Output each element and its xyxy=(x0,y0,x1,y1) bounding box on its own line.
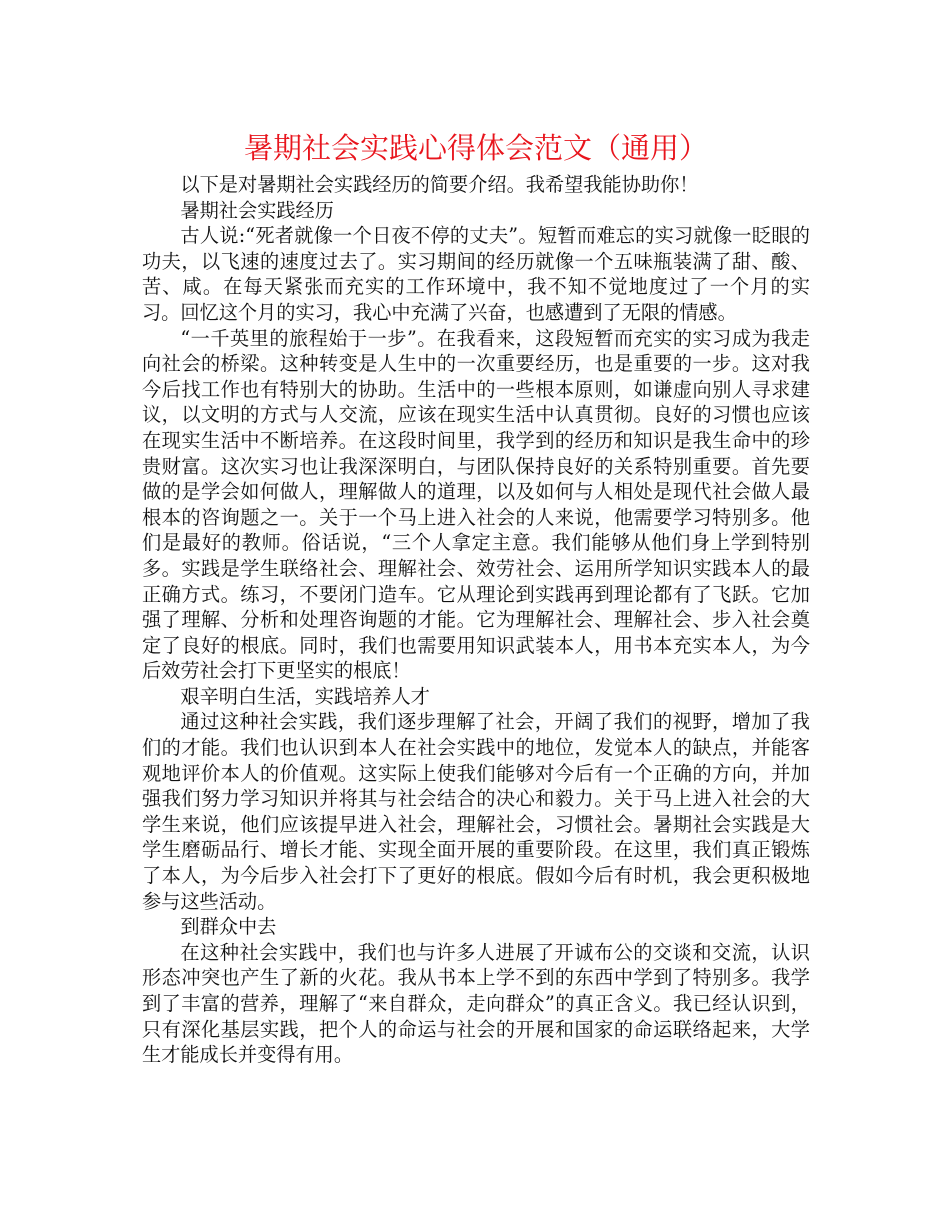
intro-paragraph: 以下是对暑期社会实践经历的简要介绍。我希望我能协助你！ xyxy=(180,173,699,196)
body-paragraph: “一千英里的旅程始于一步”。在我看来，这段短暂而充实的实习成为我走向社会的桥梁。这种转变是人生中的一次重要经历，也是重要的一步。这对我今后找工作也有特别大的协助。生活中的一些根本原则，如谦虚向别人寻求建议，以文明的方式与人交流，应该在现实生活中认真贯彻。良好的习惯也应该在现实生活中不断培养。在这段时间里，我学到的经历和知识是我生命中的珍贵财富。这次实习也让我深深明白，与团队保持良好的关系特别重要。首先要做的是学会如何做人，理解做人的道理，以及如何与人相处是现代社会做人最根本的咨询题之一。关于一个马上进入社会的人来说，他需要学习特别多。他们是最好的教师。俗话说，“三个人拿定主意。我们能够从他们身上学到特别多。实践是学生联络社会、理解社会、效劳社会、运用所学知识实践本人的最正确方式。练习，不要闭门造车。它从理论到实践再到理论都有了飞跃。它加强了理解、分析和处理咨询题的才能。它为理解社会、理解社会、步入社会奠定了良好的根底。同时，我们也需要用知识武装本人，用书本充实本人，为今后效劳社会打下更坚实的根底！ xyxy=(142,326,810,683)
body-paragraph: 通过这种社会实践，我们逐步理解了社会，开阔了我们的视野，增加了我们的才能。我们也认识到本人在社会实践中的地位，发觉本人的缺点，并能客观地评价本人的价值观。这实际上使我们能够对今后有一个正确的方向，并加强我们努力学习知识并将其与社会结合的决心和毅力。关于马上进入社会的大学生来说，他们应该提早进入社会，理解社会，习惯社会。暑期社会实践是大学生磨砺品行、增长才能、实现全面开展的重要阶段。在这里，我们真正锻炼了本人，为今后步入社会打下了更好的根底。假如今后有时机，我会更积极地参与这些活动。 xyxy=(142,710,810,913)
document-title: 暑期社会实践心得体会范文（通用） xyxy=(243,131,708,165)
section-heading-hardship: 艰辛明白生活，实践培养人才 xyxy=(180,684,430,708)
section-heading-experience: 暑期社会实践经历 xyxy=(180,198,334,222)
document-body xyxy=(142,128,810,1068)
body-paragraph: 古人说:“死者就像一个日夜不停的丈夫”。短暂而难忘的实习就像一眨眼的功夫，以飞速的速度过去了。实习期间的经历就像一个五味瓶装满了甜、酸、苦、咸。在每天紧张而充实的工作环境中，我不知不觉地度过了一个月的实习。回忆这个月的实习，我心中充满了兴奋，也感遭到了无限的情感。 xyxy=(142,224,810,324)
section-heading-masses: 到群众中去 xyxy=(180,915,277,939)
body-paragraph: 在这种社会实践中，我们也与许多人进展了开诚布公的交谈和交流，认识形态冲突也产生了新的火花。我从书本上学不到的东西中学到了特别多。我学到了丰富的营养，理解了“来自群众，走向群众”的真正含义。我已经认识到，只有深化基层实践，把个人的命运与社会的开展和国家的命运联络起来，大学生才能成长并变得有用。 xyxy=(142,940,810,1067)
